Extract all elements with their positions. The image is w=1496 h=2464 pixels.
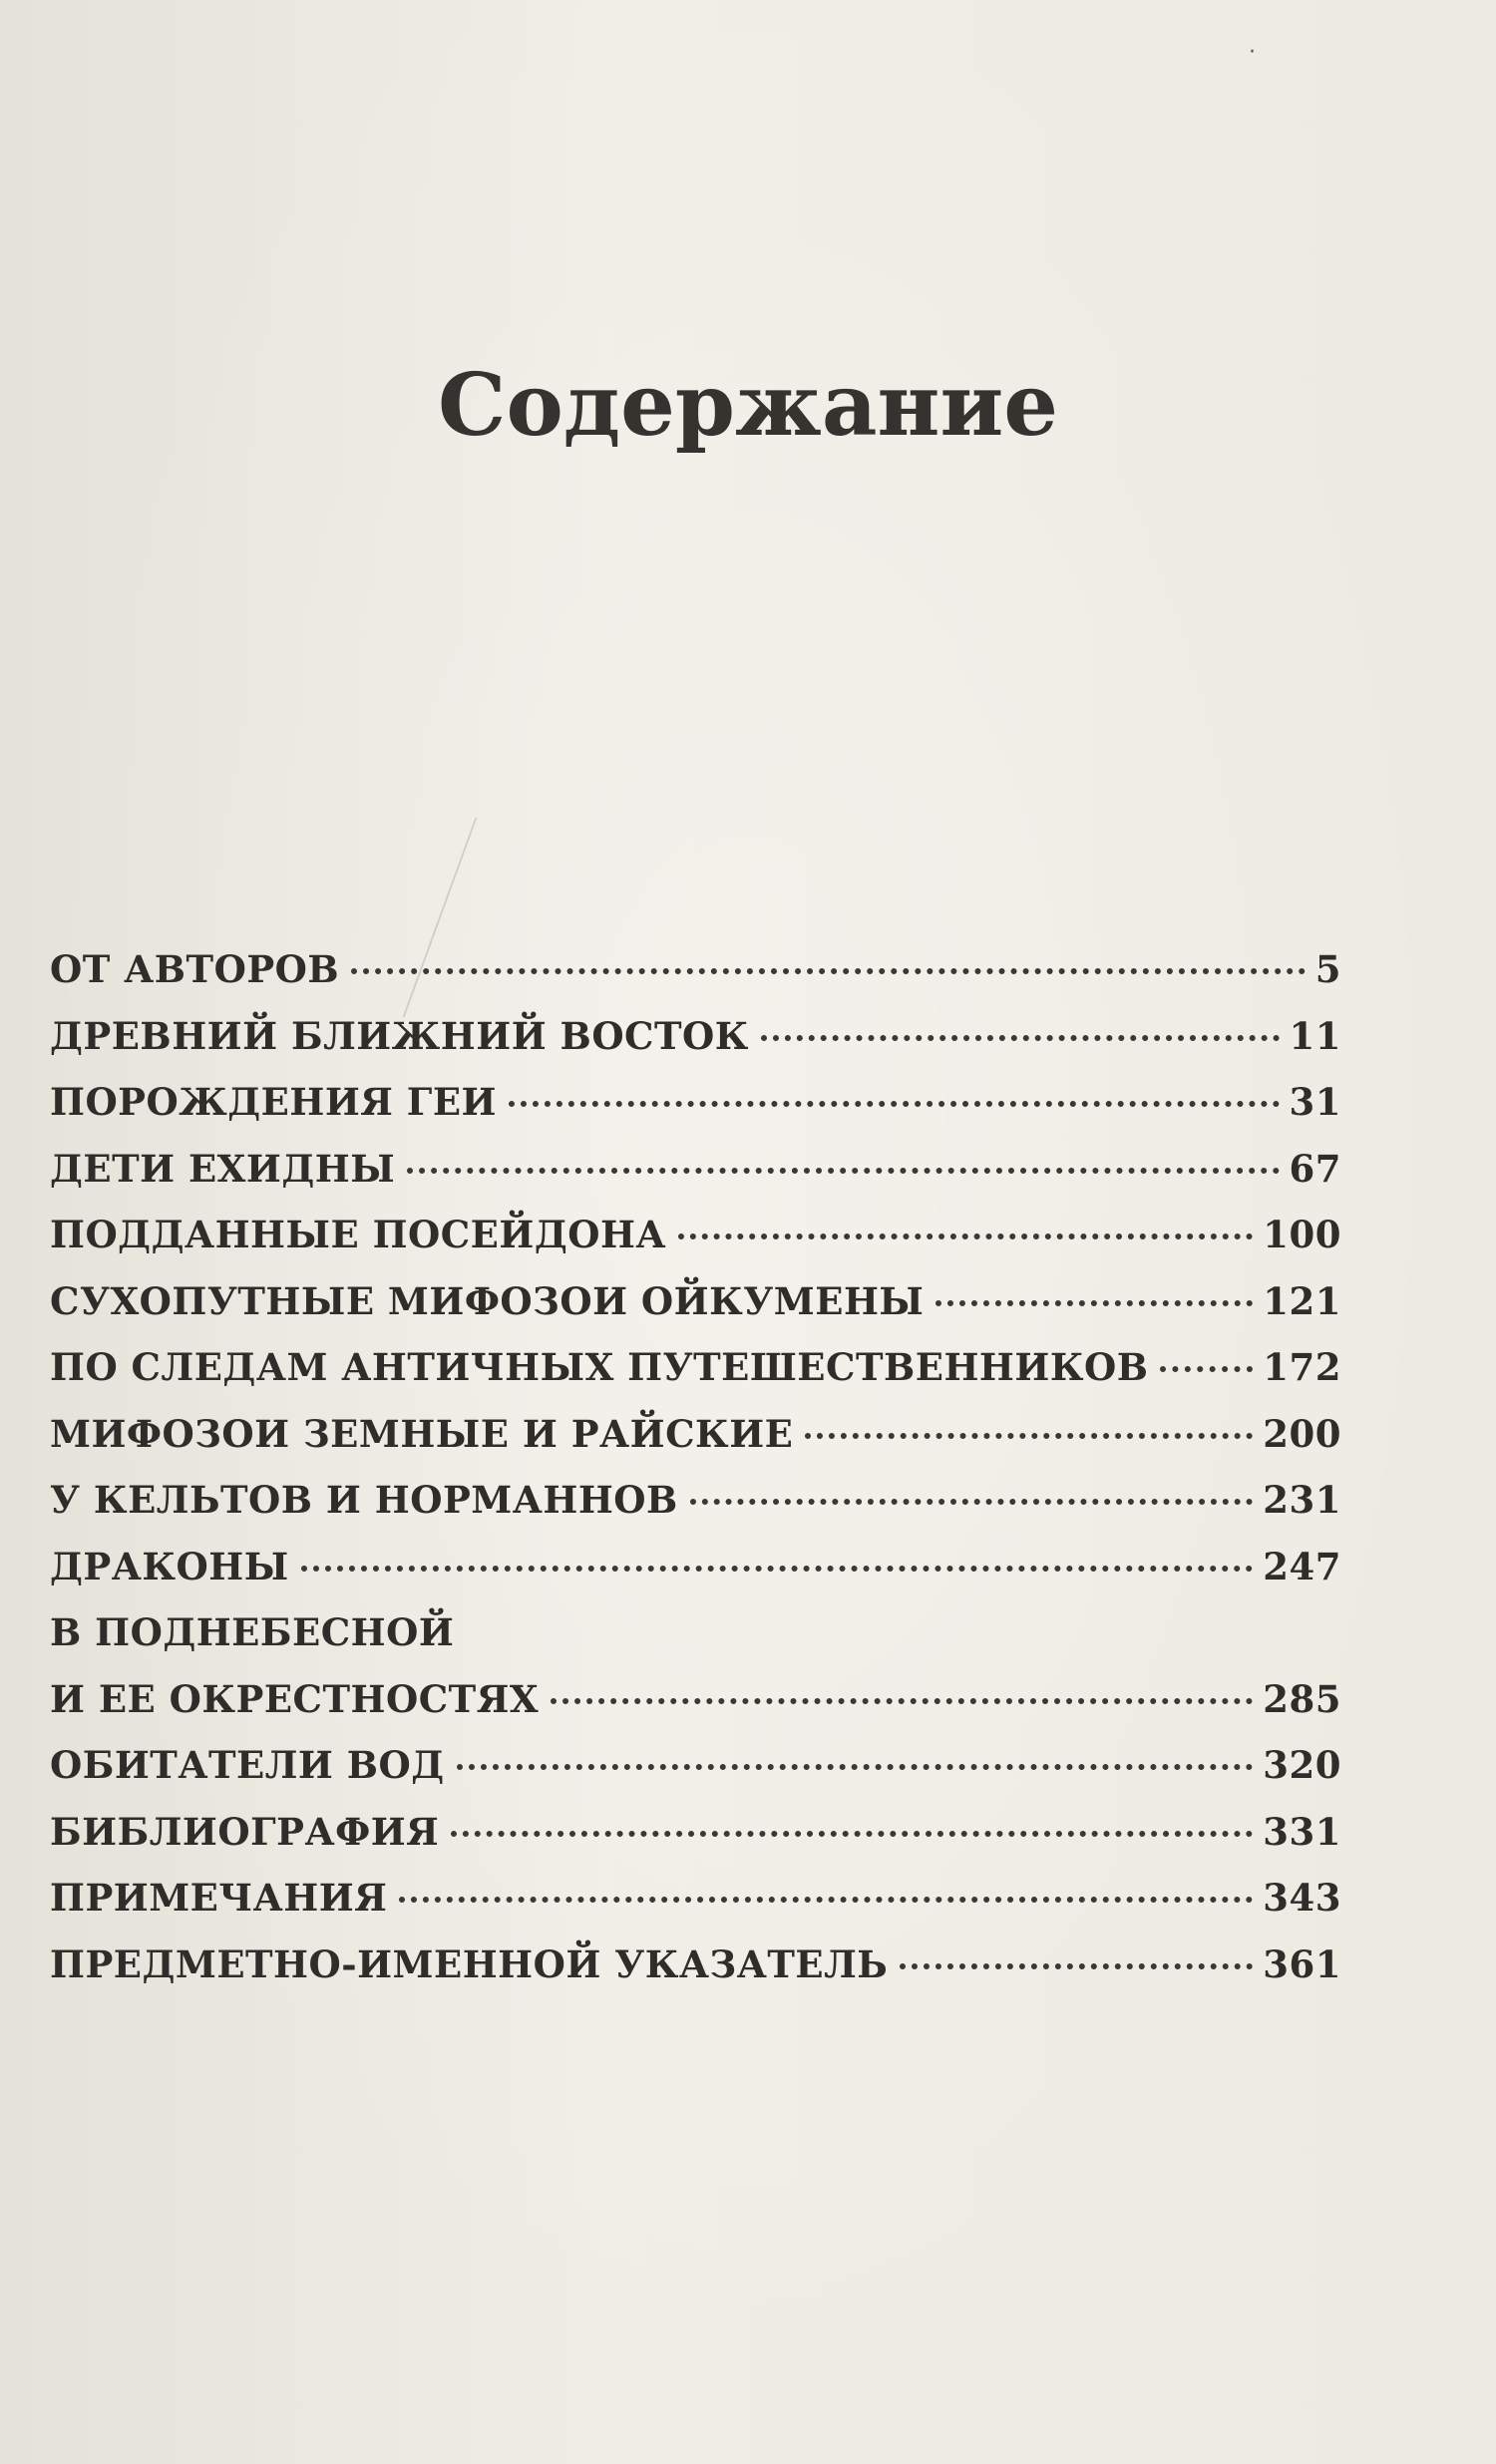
dot-leader [900,1963,1253,1969]
toc-entry[interactable] [50,947,1341,1014]
toc-entry-title: ДЕТИ ЕХИДНЫ [50,1146,396,1191]
toc-row [50,1213,1341,1279]
toc-row [50,1743,1341,1810]
dot-leader [451,1831,1253,1837]
toc-entry-title: ПРЕДМЕТНО-ИМЕННОЙ УКАЗАТЕЛЬ [50,1941,889,1986]
toc-entry-page: 361 [1263,1941,1341,1986]
dot-leader [1160,1366,1253,1372]
toc-entry[interactable] [50,1412,1341,1479]
toc-row [50,1147,1341,1214]
toc-entry[interactable] [50,1014,1341,1081]
toc-row [50,1545,1341,1611]
dot-leader [301,1566,1254,1572]
toc-entry[interactable] [50,1810,1341,1877]
toc-entry-title: И ЕЕ ОКРЕСТНОСТЯХ [50,1676,540,1721]
dot-leader [399,1897,1253,1903]
dot-leader [351,968,1306,974]
toc-entry-page: 100 [1263,1213,1341,1256]
dot-leader [678,1233,1253,1239]
toc-entry-page: 5 [1314,947,1341,991]
toc-entry-title: ПРИМЕЧАНИЯ [50,1876,388,1920]
toc-row [50,1080,1341,1147]
stray-mark: · [1249,40,1256,65]
dot-leader [805,1433,1253,1439]
dot-leader [407,1168,1279,1174]
dot-leader [551,1698,1253,1704]
toc-entry[interactable] [50,1942,1341,2009]
toc-entry-page: 320 [1263,1743,1341,1787]
toc-entry-title: ДРЕВНИЙ БЛИЖНИЙ ВОСТОК [50,1013,749,1058]
toc-entry[interactable] [50,1610,1341,1743]
toc-entry-title: ДРАКОНЫ [50,1544,289,1588]
toc-entry-page: 121 [1263,1278,1341,1323]
toc-entry-page: 247 [1263,1544,1341,1588]
toc-entry[interactable] [50,1545,1341,1611]
toc-entry-page: 200 [1263,1411,1341,1456]
dot-leader [935,1300,1253,1306]
toc-entry[interactable] [50,1345,1341,1412]
toc-entry-title-line1: В ПОДНЕБЕСНОЙ [50,1610,455,1654]
toc-row [50,1478,1341,1545]
toc-entry[interactable] [50,1213,1341,1279]
toc-entry-page: 31 [1289,1080,1341,1124]
toc-entry-title: ПОДДАННЫЕ ПОСЕЙДОНА [50,1213,667,1256]
toc-row-first-line [50,1610,1341,1677]
toc-entry-page: 172 [1263,1345,1341,1389]
toc-entry[interactable] [50,1876,1341,1942]
toc-entry-title: У КЕЛЬТОВ И НОРМАННОВ [50,1478,678,1522]
toc-entry-page: 285 [1263,1676,1341,1721]
toc-row [50,947,1341,1014]
toc-entry[interactable] [50,1279,1341,1346]
toc-row [50,1014,1341,1081]
toc-row [50,1942,1341,2009]
dot-leader [457,1764,1254,1770]
toc-entry-title: ОТ АВТОРОВ [50,947,340,991]
dot-leader [509,1101,1279,1107]
toc-row [50,1279,1341,1346]
dot-leader [761,1035,1280,1041]
toc-entry-title: СУХОПУТНЫЕ МИФОЗОИ ОЙКУМЕНЫ [50,1278,925,1323]
toc-entry-page: 231 [1263,1478,1341,1522]
toc-entry-page: 331 [1263,1809,1341,1854]
toc-entry[interactable] [50,1478,1341,1545]
toc-row [50,1677,1341,1744]
toc-entry-title: БИБЛИОГРАФИЯ [50,1809,440,1854]
toc-row [50,1810,1341,1877]
toc-entry[interactable] [50,1080,1341,1147]
toc-entry-title: ПОРОЖДЕНИЯ ГЕИ [50,1080,498,1124]
toc-entry-title: ОБИТАТЕЛИ ВОД [50,1743,445,1787]
toc-entry-page: 11 [1289,1013,1341,1058]
toc-entry-title: ПО СЛЕДАМ АНТИЧНЫХ ПУТЕШЕСТВЕННИКОВ [50,1345,1149,1389]
page-title: Содержание [438,355,1058,456]
toc-row [50,1412,1341,1479]
toc-entry-title: МИФОЗОИ ЗЕМНЫЕ И РАЙСКИЕ [50,1411,794,1456]
toc-row [50,1345,1341,1412]
toc-row [50,1876,1341,1942]
toc-entry[interactable] [50,1147,1341,1214]
table-of-contents [50,947,1341,2008]
toc-entry[interactable] [50,1743,1341,1810]
toc-entry-page: 343 [1263,1876,1341,1920]
toc-entry-page: 67 [1289,1146,1341,1191]
dot-leader [690,1499,1253,1505]
